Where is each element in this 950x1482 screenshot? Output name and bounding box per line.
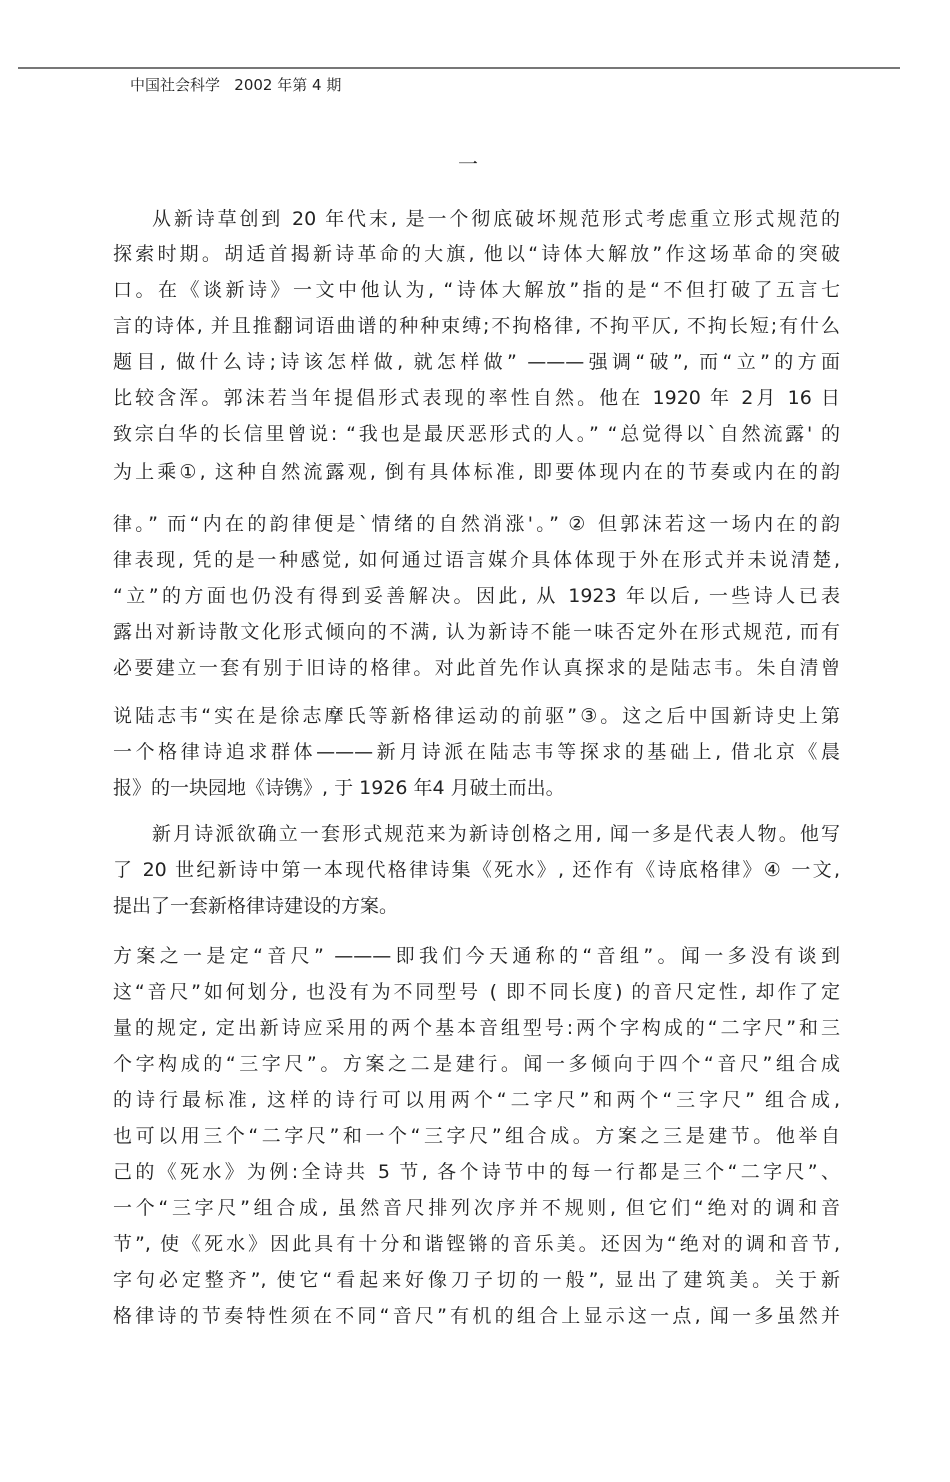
text-line: 报》的一块园地《诗镌》, 于 1926 年4 月破土而出。 (113, 777, 565, 799)
text-line: 新月诗派欲确立一套形式规范来为新诗创格之用, 闻一多是代表人物。他写 (152, 823, 840, 845)
text-line: 探索时期。胡适首揭新诗革命的大旗, 他以“诗体大解放”作这场革命的突破 (113, 243, 840, 265)
text-line: 为上乘①, 这种自然流露观, 倒有具体标准, 即要体现内在的节奏或内在的韵 (113, 461, 840, 483)
text-line: 律。” 而“内在的韵律便是`情绪的自然消涨'。” ② 但郭沫若这一场内在的韵 (113, 513, 840, 535)
text-line: 口。在《谈新诗》一文中他认为, “诗体大解放”指的是“不但打破了五言七 (113, 279, 840, 301)
text-line: “立”的方面也仍没有得到妥善解决。因此, 从 1923 年以后, 一些诗人已表 (113, 585, 840, 607)
text-line: 字句必定整齐”, 使它“看起来好像刀子切的一般”, 显出了建筑美。关于新 (113, 1269, 840, 1291)
section-number: 一 (458, 152, 478, 176)
header-rule (18, 67, 900, 69)
text-line: 比较含浑。郭沫若当年提倡形式表现的率性自然。他在 1920 年 2月 16 日 (113, 387, 840, 409)
text-line: 节”, 使《死水》因此具有十分和谐铿锵的音乐美。还因为“绝对的调和音节, (113, 1233, 840, 1255)
text-line: 必要建立一套有别于旧诗的格律。对此首先作认真探求的是陆志韦。朱自清曾 (113, 657, 840, 679)
text-line: 一个“三字尺”组合成, 虽然音尺排列次序并不规则, 但它们“绝对的调和音 (113, 1197, 840, 1219)
text-line: 量的规定, 定出新诗应采用的两个基本音组型号:两个字构成的“二字尺”和三 (113, 1017, 840, 1039)
journal-header: 中国社会科学 2002 年第 4 期 (130, 76, 342, 94)
text-line: 从新诗草创到 20 年代末, 是一个彻底破坏规范形式考虑重立形式规范的 (152, 208, 840, 230)
text-line: 个字构成的“三字尺”。方案之二是建行。闻一多倾向于四个“音尺”组合成 (113, 1053, 840, 1075)
text-line: 的诗行最标准, 这样的诗行可以用两个“二字尺”和两个“三字尺” 组合成, (113, 1089, 840, 1111)
text-line: 提出了一套新格律诗建设的方案。 (113, 895, 399, 917)
text-line: 律表现, 凭的是一种感觉, 如何通过语言媒介具体体现于外在形式并未说清楚, (113, 549, 840, 571)
text-line: 露出对新诗散文化形式倾向的不满, 认为新诗不能一味否定外在形式规范, 而有 (113, 621, 840, 643)
text-line: 言的诗体, 并且推翻词语曲谱的种种束缚;不拘格律, 不拘平仄, 不拘长短;有什么 (113, 315, 840, 337)
text-line: 题目, 做什么诗;诗该怎样做, 就怎样做” ———强调“破”, 而“立”的方面 (113, 351, 840, 373)
text-line: 了 20 世纪新诗中第一本现代格律诗集《死水》, 还作有《诗底格律》④ 一文, (113, 859, 840, 881)
text-line: 一个格律诗追求群体———新月诗派在陆志韦等探求的基础上, 借北京《晨 (113, 741, 840, 763)
text-line: 也可以用三个“二字尺”和一个“三字尺”组合成。方案之三是建节。他举自 (113, 1125, 840, 1147)
text-line: 说陆志韦“实在是徐志摩氏等新格律运动的前驱”③。这之后中国新诗史上第 (113, 705, 840, 727)
text-line: 这“音尺”如何划分, 也没有为不同型号 ( 即不同长度) 的音尺定性, 却作了定 (113, 981, 840, 1003)
text-line: 己的《死水》为例:全诗共 5 节, 各个诗节中的每一行都是三个“二字尺”、 (113, 1161, 840, 1183)
text-line: 致宗白华的长信里曾说: “我也是最厌恶形式的人。” “总觉得以`自然流露' 的 (113, 423, 840, 445)
text-line: 格律诗的节奏特性须在不同“音尺”有机的组合上显示这一点, 闻一多虽然并 (113, 1305, 840, 1327)
text-line: 方案之一是定“音尺” ———即我们今天通称的“音组”。闻一多没有谈到 (113, 945, 840, 967)
